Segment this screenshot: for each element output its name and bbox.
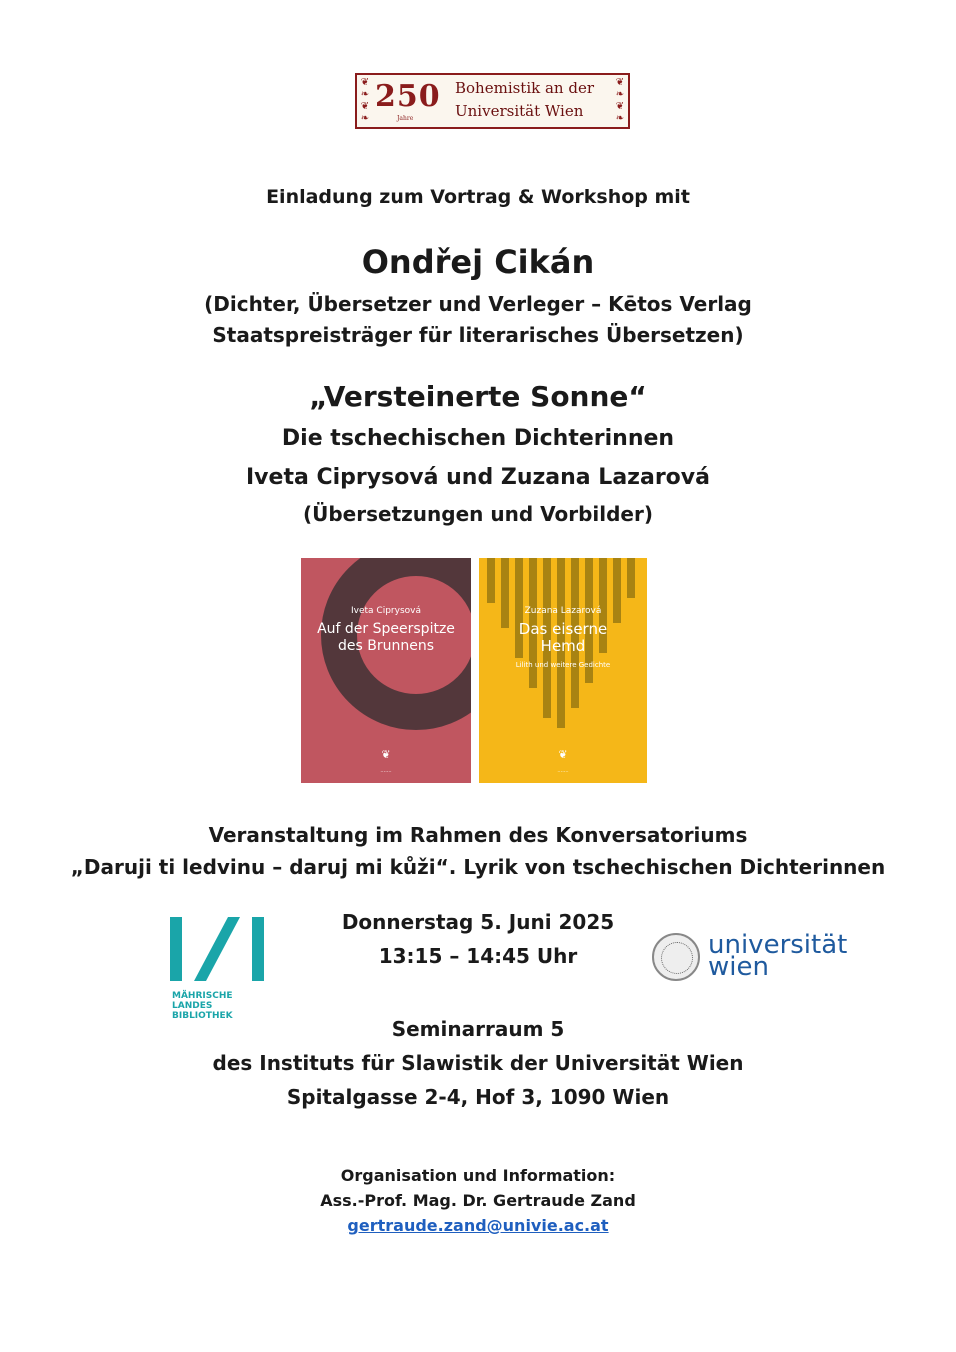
event-time: 13:15 – 14:45 Uhr	[378, 944, 578, 968]
book-title-line2: Hemd	[540, 637, 586, 655]
book-title	[301, 621, 471, 655]
talk-line-1: Die tschechischen Dichterinnen	[281, 426, 675, 451]
book-title	[479, 621, 647, 655]
book-author: Zuzana Lazarová	[524, 606, 602, 616]
invitation-line: Einladung zum Vortrag & Workshop mit	[266, 186, 690, 208]
event-institute: des Instituts für Slawistik der Universität Wien	[212, 1051, 744, 1075]
book-title-line1: Das eiserne	[518, 620, 608, 638]
ornament-left-icon: ❦ ❧ ❦ ❧	[360, 77, 370, 124]
organisation-email-link[interactable]: gertraude.zand@univie.ac.at	[347, 1216, 609, 1235]
organisation-label: Organisation und Information:	[340, 1166, 616, 1185]
mlb-text-1: MÄHRISCHE	[172, 991, 233, 1001]
speaker-role-1: (Dichter, Übersetzer und Verleger – Kētos Verlag	[204, 292, 752, 316]
book-cover-eiserne-hemd	[479, 558, 647, 783]
anniversary-jahre: Jahre	[397, 115, 414, 122]
book-title-line1: Auf der Speerspitze	[317, 621, 455, 637]
talk-title: „Versteinerte Sonne“	[309, 380, 647, 413]
uw-text-1: universität	[708, 930, 848, 960]
book-title-line2: des Brunnens	[337, 638, 434, 654]
book-cover-speerspitze	[301, 558, 471, 783]
university-seal-icon	[652, 933, 700, 981]
publisher-logo-icon: ❦	[558, 748, 568, 761]
cover-bar	[487, 558, 495, 603]
anniversary-number: 250	[375, 79, 441, 114]
organisation-person: Ass.-Prof. Mag. Dr. Gertraude Zand	[320, 1191, 636, 1210]
bohemistik-250-logo	[355, 73, 630, 129]
banner-line2: Universität Wien	[455, 102, 584, 120]
event-date: Donnerstag 5. Juni 2025	[341, 910, 615, 934]
book-author: Iveta Ciprysová	[351, 606, 421, 616]
publisher-line: ·······	[380, 769, 392, 775]
uw-text-2: wien	[708, 952, 769, 982]
event-context-2: „Daruji ti ledvinu – daruj mi kůži“. Lyrik von tschechischen Dichterinnen	[70, 855, 886, 879]
publisher-logo-icon: ❦	[381, 748, 391, 761]
mlb-text-3: BIBLIOTHEK	[172, 1011, 233, 1021]
event-context-1: Veranstaltung im Rahmen des Konversatoriums	[208, 823, 748, 847]
event-address: Spitalgasse 2-4, Hof 3, 1090 Wien	[286, 1085, 670, 1109]
talk-line-3: (Übersetzungen und Vorbilder)	[302, 502, 653, 526]
ornament-right-icon: ❦ ❧ ❦ ❧	[615, 77, 625, 124]
publisher-line: ·······	[557, 769, 569, 775]
universitaet-wien-logo	[652, 930, 848, 986]
speaker-name: Ondřej Cikán	[361, 243, 595, 281]
cover-bar	[501, 558, 509, 628]
cover-bar	[627, 558, 635, 598]
talk-line-2: Iveta Ciprysová und Zuzana Lazarová	[246, 465, 710, 490]
event-room: Seminarraum 5	[391, 1017, 565, 1041]
speaker-role-2: Staatspreisträger für literarisches Übersetzen)	[212, 323, 744, 347]
banner-line1: Bohemistik an der	[455, 79, 595, 97]
book-subtitle: Lilith und weitere Gedichte	[515, 661, 611, 669]
mlb-text-2: LANDES	[172, 1001, 213, 1011]
